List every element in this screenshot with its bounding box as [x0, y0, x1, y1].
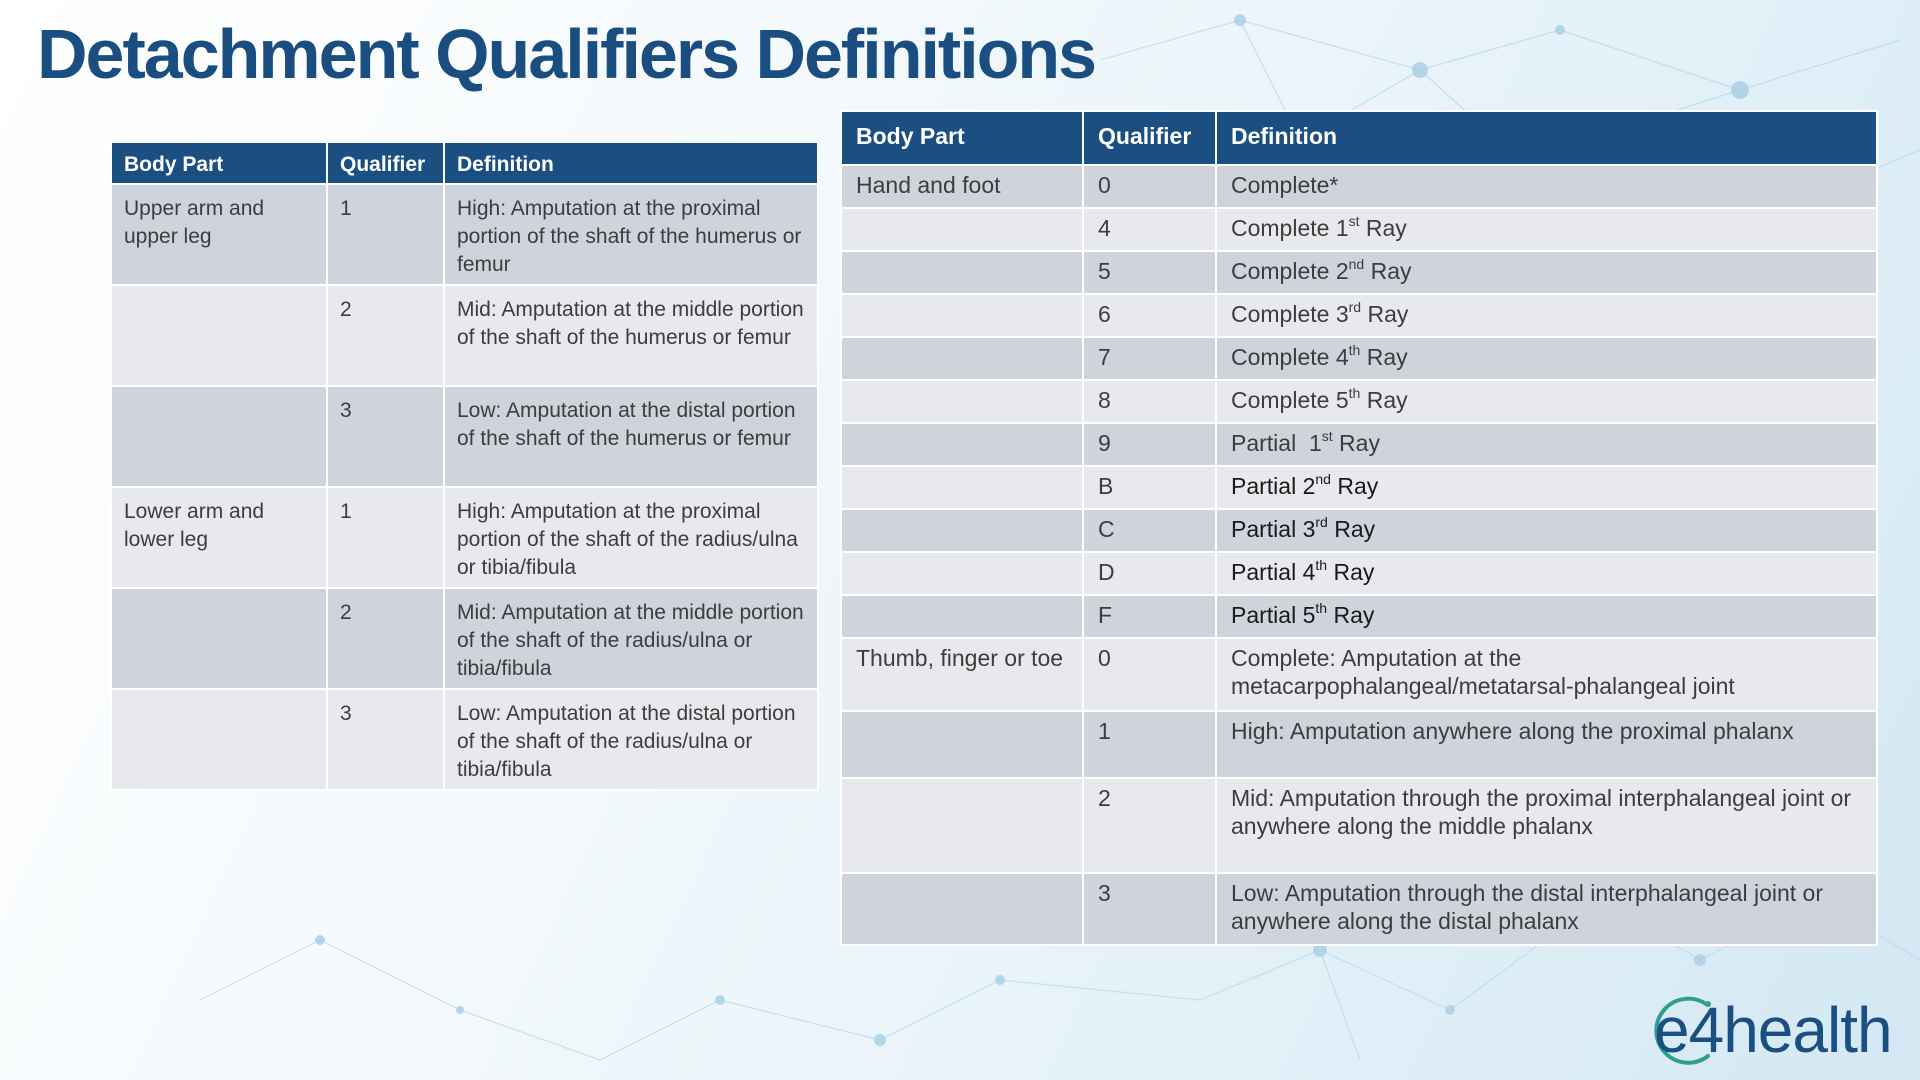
body-part-cell [841, 466, 1083, 509]
body-part-cell [841, 552, 1083, 595]
column-header-body-part: Body Part [111, 142, 327, 184]
ordinal-suffix: st [1321, 428, 1333, 444]
qualifier-cell: 6 [1083, 294, 1216, 337]
qualifier-cell: 3 [327, 386, 444, 487]
definition-text: Partial 3 [1231, 516, 1316, 542]
e4health-logo [1654, 990, 1894, 1070]
definition-cell [1216, 337, 1877, 380]
ordinal-suffix: rd [1348, 299, 1362, 315]
qualifier-cell: 3 [1083, 873, 1216, 945]
definition-cell [1216, 423, 1877, 466]
table-row [841, 466, 1877, 509]
logo-wordmark: e4health [1654, 994, 1892, 1066]
body-part-cell: Upper arm and upper leg [111, 184, 327, 285]
definition-text: Complete 1 [1231, 215, 1349, 241]
table-row [841, 778, 1877, 873]
table-row [841, 165, 1877, 208]
body-part-cell [111, 588, 327, 689]
definition-cell [1216, 380, 1877, 423]
definition-cell: Mid: Amputation through the proximal interphalangeal joint or anywhere along the middle phalanx [1216, 778, 1877, 873]
table-row [841, 208, 1877, 251]
body-part-cell: Thumb, finger or toe [841, 638, 1083, 711]
body-part-cell: Hand and foot [841, 165, 1083, 208]
qualifier-cell: 2 [327, 588, 444, 689]
definition-cell: High: Amputation at the proximal portion of the shaft of the humerus or femur [444, 184, 818, 285]
definition-cell [1216, 251, 1877, 294]
table-header-row [841, 111, 1877, 165]
qualifier-cell: 8 [1083, 380, 1216, 423]
ordinal-suffix: th [1348, 385, 1361, 401]
table-row [111, 184, 818, 285]
qualifier-cell: 7 [1083, 337, 1216, 380]
table-row [841, 423, 1877, 466]
definition-cell: Low: Amputation at the distal portion of the shaft of the radius/ulna or tibia/fibula [444, 689, 818, 790]
definition-cell [1216, 552, 1877, 595]
body-part-cell: Lower arm and lower leg [111, 487, 327, 588]
definition-text: Complete 2 [1231, 258, 1349, 284]
qualifier-cell: 4 [1083, 208, 1216, 251]
qualifier-cell: 0 [1083, 165, 1216, 208]
definition-tail: Ray [1361, 301, 1409, 327]
definition-text: Partial 5 [1231, 602, 1316, 628]
body-part-cell [841, 251, 1083, 294]
qualifier-cell: 9 [1083, 423, 1216, 466]
definition-text: Partial 1 [1231, 430, 1322, 456]
table-row [841, 337, 1877, 380]
definition-cell: Low: Amputation at the distal portion of the shaft of the humerus or femur [444, 386, 818, 487]
ordinal-suffix: th [1348, 342, 1361, 358]
qualifier-cell: B [1083, 466, 1216, 509]
table-row [841, 711, 1877, 778]
definition-text: Complete 4 [1231, 344, 1349, 370]
definition-cell: Complete* [1216, 165, 1877, 208]
body-part-cell [841, 778, 1083, 873]
ordinal-suffix: th [1315, 600, 1328, 616]
table-row [111, 588, 818, 689]
body-part-cell [841, 208, 1083, 251]
definition-tail: Ray [1327, 559, 1375, 585]
definition-cell: High: Amputation anywhere along the proximal phalanx [1216, 711, 1877, 778]
definition-tail: Ray [1327, 516, 1376, 542]
column-header-qualifier: Qualifier [327, 142, 444, 184]
qualifier-cell: 1 [1083, 711, 1216, 778]
definition-text: Complete 5 [1231, 387, 1349, 413]
column-header-definition: Definition [1216, 111, 1877, 165]
qualifier-cell: 2 [327, 285, 444, 386]
definition-tail: Ray [1332, 430, 1380, 456]
definition-text: Complete 3 [1231, 301, 1349, 327]
definition-cell: Complete: Amputation at the metacarpophalangeal/metatarsal-phalangeal joint [1216, 638, 1877, 711]
body-part-cell [841, 873, 1083, 945]
definition-tail: Ray [1327, 602, 1375, 628]
table-header-row [111, 142, 818, 184]
definition-cell [1216, 466, 1877, 509]
table-row [111, 285, 818, 386]
definition-cell: Mid: Amputation at the middle portion of the shaft of the radius/ulna or tibia/fibula [444, 588, 818, 689]
table-row [841, 595, 1877, 638]
left-qualifier-table [110, 141, 819, 791]
qualifier-cell: D [1083, 552, 1216, 595]
table-row [841, 638, 1877, 711]
ordinal-suffix: st [1348, 213, 1360, 229]
definition-text: Partial 2 [1231, 473, 1316, 499]
body-part-cell [841, 595, 1083, 638]
body-part-cell [841, 423, 1083, 466]
ordinal-suffix: nd [1348, 256, 1365, 272]
qualifier-cell: 2 [1083, 778, 1216, 873]
table-row [841, 380, 1877, 423]
body-part-cell [111, 386, 327, 487]
definition-cell: High: Amputation at the proximal portion of the shaft of the radius/ulna or tibia/fibula [444, 487, 818, 588]
body-part-cell [841, 711, 1083, 778]
definition-tail: Ray [1364, 258, 1412, 284]
body-part-cell [841, 294, 1083, 337]
definition-tail: Ray [1360, 387, 1408, 413]
qualifier-cell: 5 [1083, 251, 1216, 294]
table-row [111, 689, 818, 790]
column-header-definition: Definition [444, 142, 818, 184]
qualifier-cell: C [1083, 509, 1216, 552]
ordinal-suffix: rd [1315, 514, 1328, 530]
body-part-cell [841, 509, 1083, 552]
body-part-cell [841, 337, 1083, 380]
qualifier-cell: 1 [327, 487, 444, 588]
table-row [841, 251, 1877, 294]
table-row [111, 487, 818, 588]
definition-cell: Low: Amputation through the distal interphalangeal joint or anywhere along the distal phalanx [1216, 873, 1877, 945]
qualifier-cell: 1 [327, 184, 444, 285]
right-qualifier-table [840, 110, 1878, 946]
qualifier-cell: F [1083, 595, 1216, 638]
table-row [841, 509, 1877, 552]
definition-cell: Mid: Amputation at the middle portion of the shaft of the humerus or femur [444, 285, 818, 386]
column-header-qualifier: Qualifier [1083, 111, 1216, 165]
definition-tail: Ray [1359, 215, 1407, 241]
definition-cell [1216, 595, 1877, 638]
column-header-body-part: Body Part [841, 111, 1083, 165]
definition-tail: Ray [1330, 473, 1379, 499]
table-row [841, 552, 1877, 595]
definition-text: Partial 4 [1231, 559, 1316, 585]
ordinal-suffix: th [1315, 557, 1328, 573]
ordinal-suffix: nd [1315, 471, 1331, 487]
body-part-cell [841, 380, 1083, 423]
table-row [841, 873, 1877, 945]
definition-cell [1216, 294, 1877, 337]
definition-cell [1216, 208, 1877, 251]
definition-cell [1216, 509, 1877, 552]
definition-tail: Ray [1360, 344, 1408, 370]
body-part-cell [111, 689, 327, 790]
page-title: Detachment Qualifiers Definitions [37, 15, 1096, 93]
table-row [111, 386, 818, 487]
body-part-cell [111, 285, 327, 386]
qualifier-cell: 3 [327, 689, 444, 790]
table-row [841, 294, 1877, 337]
qualifier-cell: 0 [1083, 638, 1216, 711]
